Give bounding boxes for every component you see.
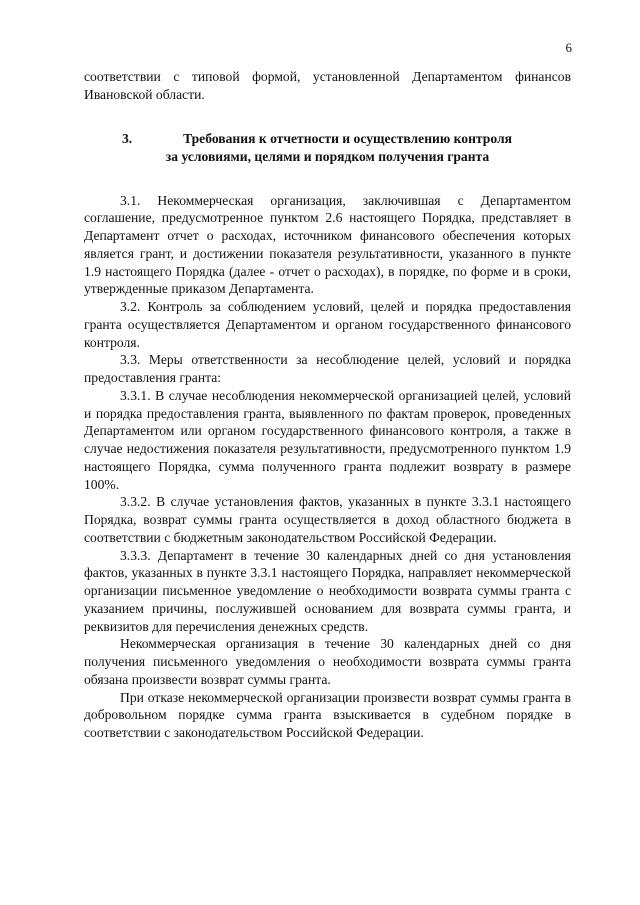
paragraph-3-3-1: 3.3.1. В случае несоблюдения некоммерческой организацией целей, условий и порядка предоставления гранта, выявленного по фактам проверок, проведенных Департаментом или органом государственного финансового контроля, а также в случае недостижения показателя результативности, предусмотренного пунктом 1.9 настоящего Порядка, сумма полученного гранта подлежит возврату в размере 100%. <box>84 387 571 492</box>
paragraph-3-1: 3.1. Некоммерческая организация, заключившая с Департаментом соглашение, предусмотренное пунктом 2.6 настоящего Порядка, представляет в Департамент отчет о расходах, источником финансового обеспечения которых является грант, и достижении показателя результативности, указанного в пункте 1.9 настоящего Порядка (далее - отчет о расходах), в порядке, по форме и в сроки, утвержденные приказом Департамента. <box>84 192 571 297</box>
paragraph-3-3-2: 3.3.2. В случае установления фактов, указанных в пункте 3.3.1 настоящего Порядка, возврат суммы гранта осуществляется в доход областного бюджета в соответствии с бюджетным законодательством Российской Федерации. <box>84 494 571 545</box>
section-number: 3. <box>122 130 133 146</box>
intro-paragraph: соответствии с типовой формой, установленной Департаментом финансов Ивановской области. <box>84 69 571 102</box>
paragraph-court-recovery: При отказе некоммерческой организации произвести возврат суммы гранта в добровольном порядке сумма гранта взыскивается в судебном порядке в соответствии с законодательством Российской Федерации. <box>84 689 571 740</box>
section-heading <box>84 130 571 166</box>
paragraph-refund-obligation: Некоммерческая организация в течение 30 календарных дней со дня получения письменного уведомления о необходимости возврата суммы гранта обязана произвести возврат суммы гранта. <box>84 636 571 687</box>
paragraph-3-2: 3.2. Контроль за соблюдением условий, целей и порядка предоставления гранта осуществляется Департаментом и органом государственного финансового контроля. <box>84 299 571 350</box>
section-heading-line-1 <box>84 130 571 148</box>
section-title-line-2: за условиями, целями и порядком получения гранта <box>165 148 490 164</box>
page-number: 6 <box>565 40 572 55</box>
document-body <box>84 68 571 742</box>
paragraph-3-3: 3.3. Меры ответственности за несоблюдение целей, условий и порядка предоставления гранта: <box>84 352 571 385</box>
section-title-line-1: Требования к отчетности и осуществлению контроля <box>183 130 512 146</box>
paragraph-3-3-3: 3.3.3. Департамент в течение 30 календарных дней со дня установления фактов, указанных в пункте 3.3.1 настоящего Порядка, направляет некоммерческой организации письменное уведомление о необходимости возврата суммы гранта с указанием причины, послужившей основанием для возврата суммы гранта, и реквизитов для перечисления денежных средств. <box>84 547 571 634</box>
